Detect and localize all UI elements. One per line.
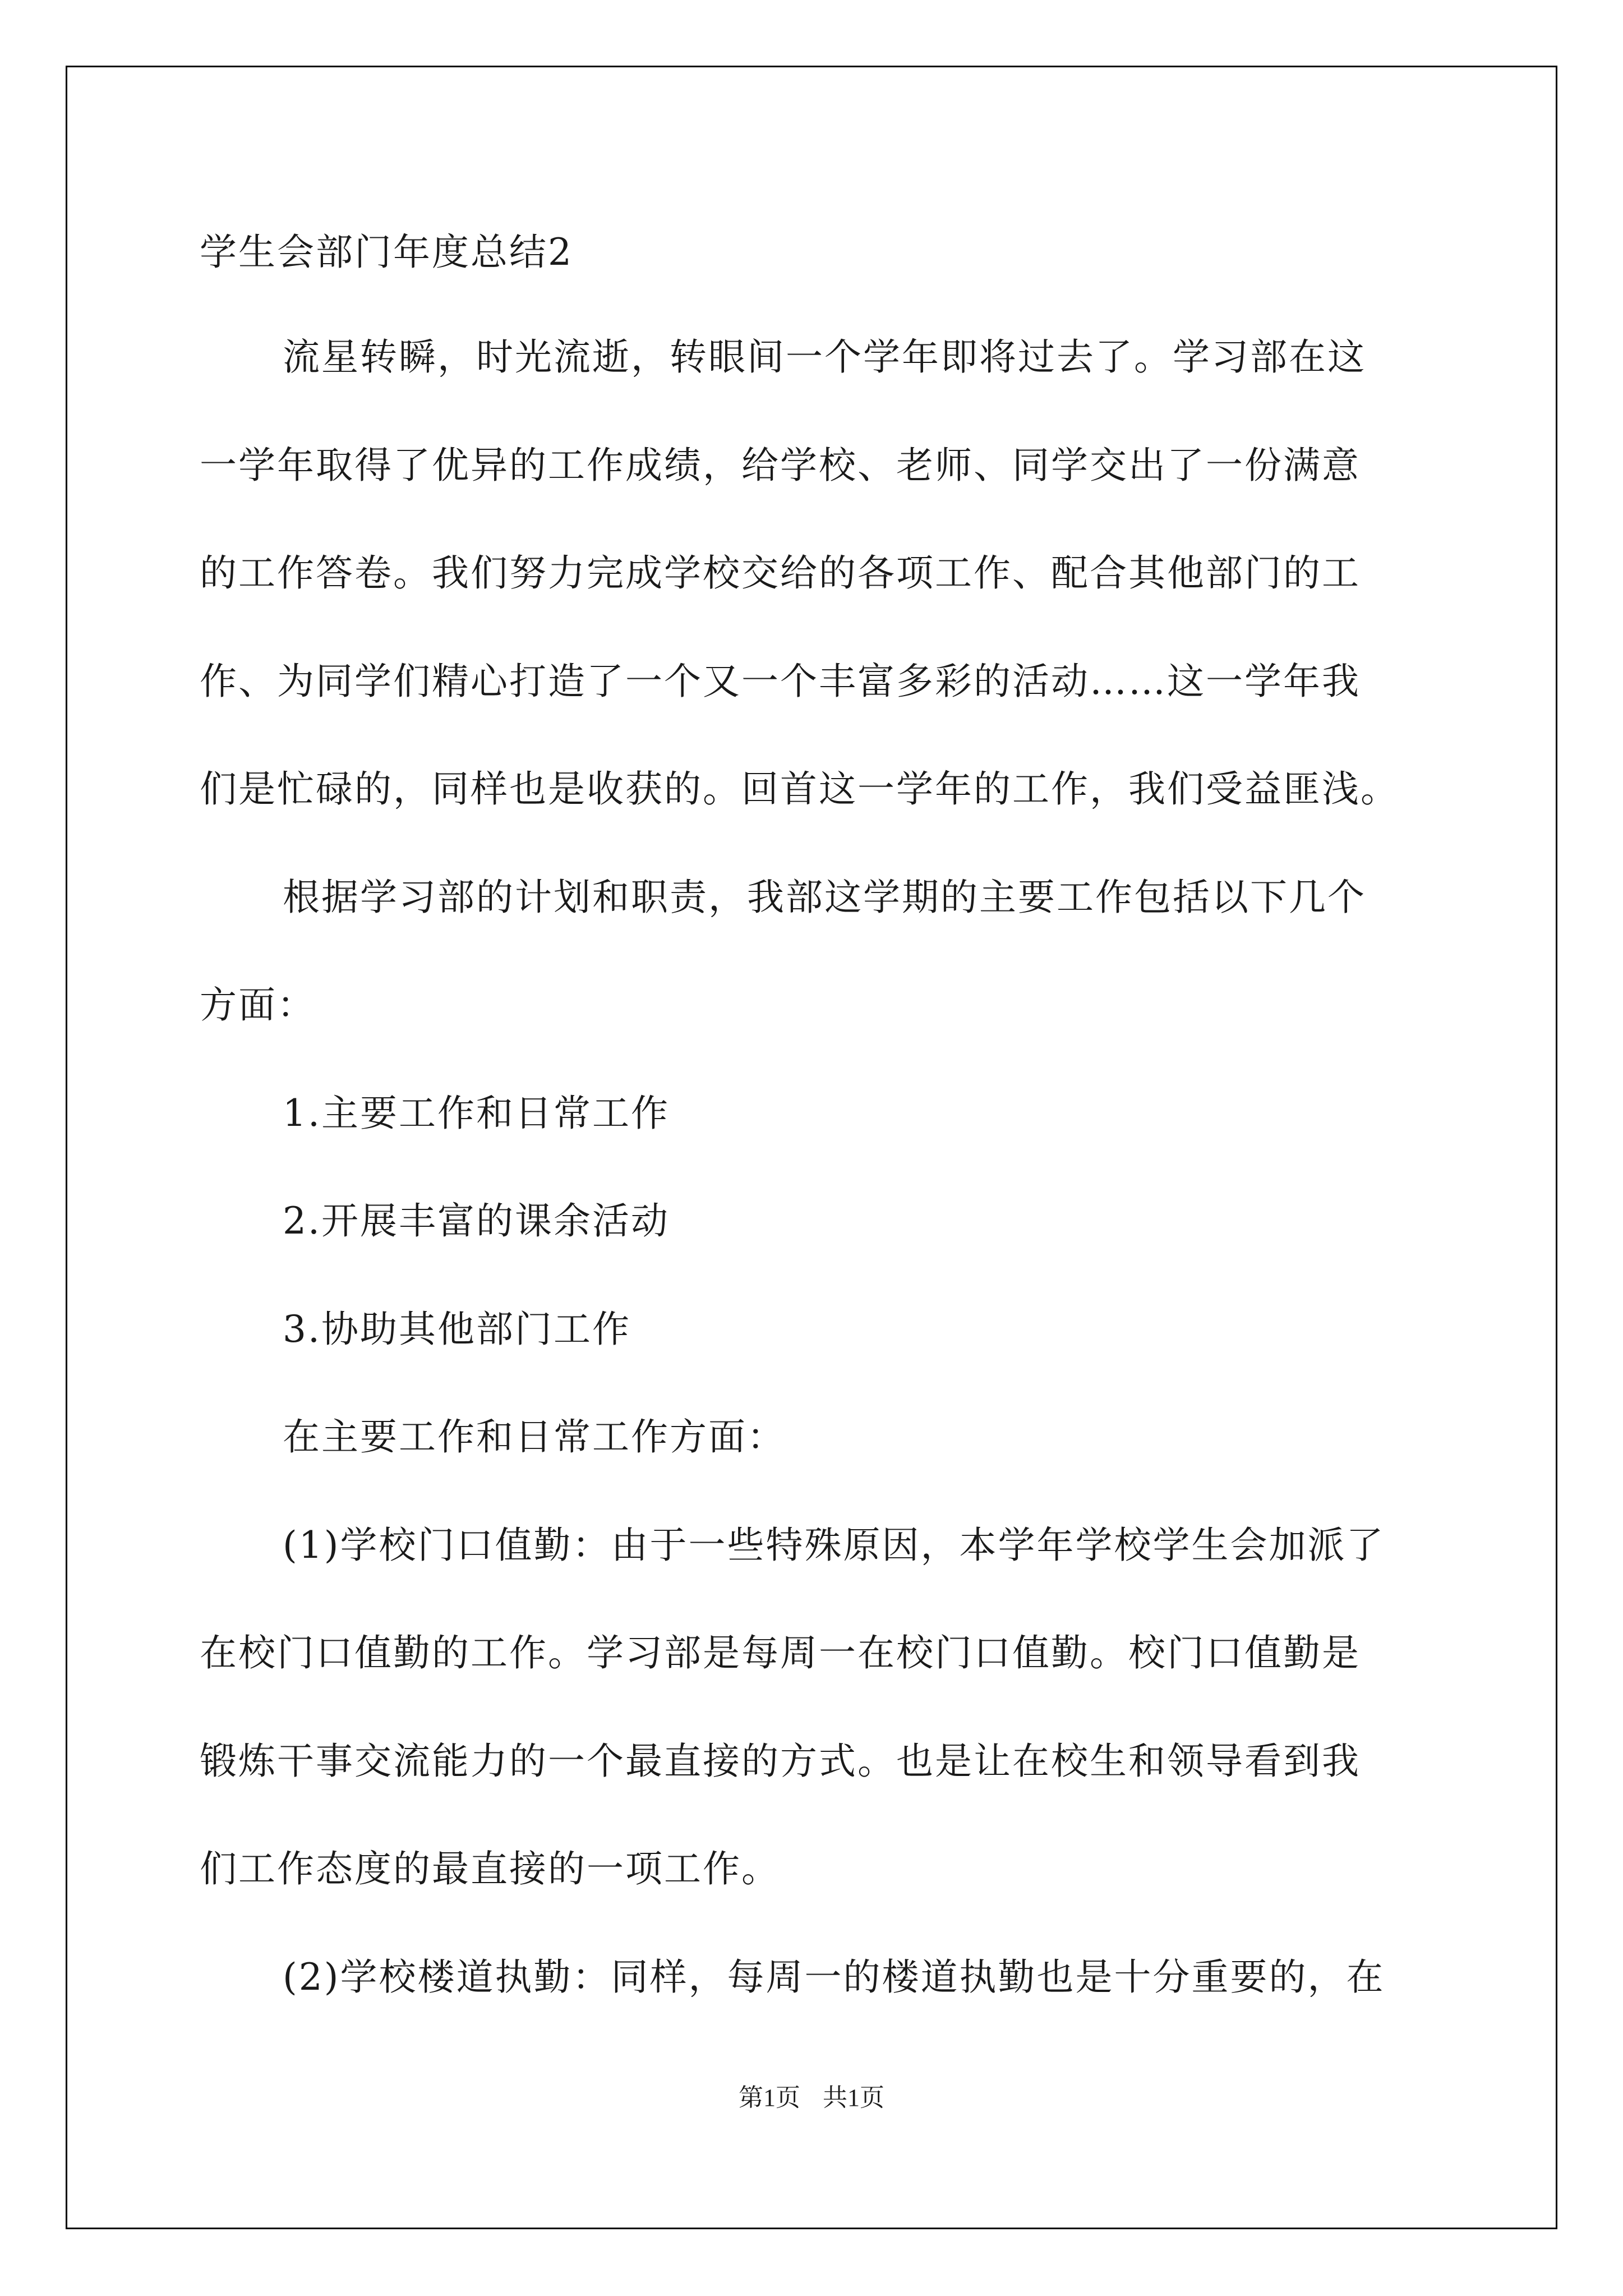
document-title: 学生会部门年度总结2	[200, 231, 573, 274]
paragraph-line: 锻炼干事交流能力的一个最直接的方式。也是让在校生和领导看到我	[200, 1740, 1361, 1783]
list-item: 1.主要工作和日常工作	[283, 1092, 670, 1135]
paragraph-line: 根据学习部的计划和职责，我部这学期的主要工作包括以下几个	[283, 876, 1366, 919]
page-footer	[0, 2082, 1623, 2114]
paragraph-line: 们是忙碌的，同样也是收获的。回首这一学年的工作，我们受益匪浅。	[200, 767, 1399, 811]
page-border	[66, 66, 1557, 2229]
paragraph-line: 一学年取得了优异的工作成绩，给学校、老师、同学交出了一份满意	[200, 444, 1361, 487]
paragraph-line: 在主要工作和日常工作方面：	[283, 1415, 786, 1458]
paragraph-line: (1)学校门口值勤：由于一些特殊原因，本学年学校学生会加派了	[283, 1524, 1385, 1567]
page-number-current: 第1页	[739, 2084, 800, 2111]
paragraph-line: 的工作答卷。我们努力完成学校交给的各项工作、配合其他部门的工	[200, 551, 1361, 595]
paragraph-line: 作、为同学们精心打造了一个又一个丰富多彩的活动……这一学年我	[200, 660, 1361, 703]
paragraph-line: 在校门口值勤的工作。学习部是每周一在校门口值勤。校门口值勤是	[200, 1631, 1361, 1674]
paragraph-line: 们工作态度的最直接的一项工作。	[200, 1847, 780, 1890]
list-item: 2.开展丰富的课余活动	[283, 1199, 670, 1243]
paragraph-line: (2)学校楼道执勤：同样，每周一的楼道执勤也是十分重要的，在	[283, 1955, 1385, 1999]
page-number-total: 共1页	[823, 2084, 884, 2111]
paragraph-line: 方面：	[200, 983, 316, 1027]
list-item: 3.协助其他部门工作	[283, 1308, 631, 1351]
paragraph-line: 流星转瞬，时光流逝，转眼间一个学年即将过去了。学习部在这	[283, 335, 1366, 379]
